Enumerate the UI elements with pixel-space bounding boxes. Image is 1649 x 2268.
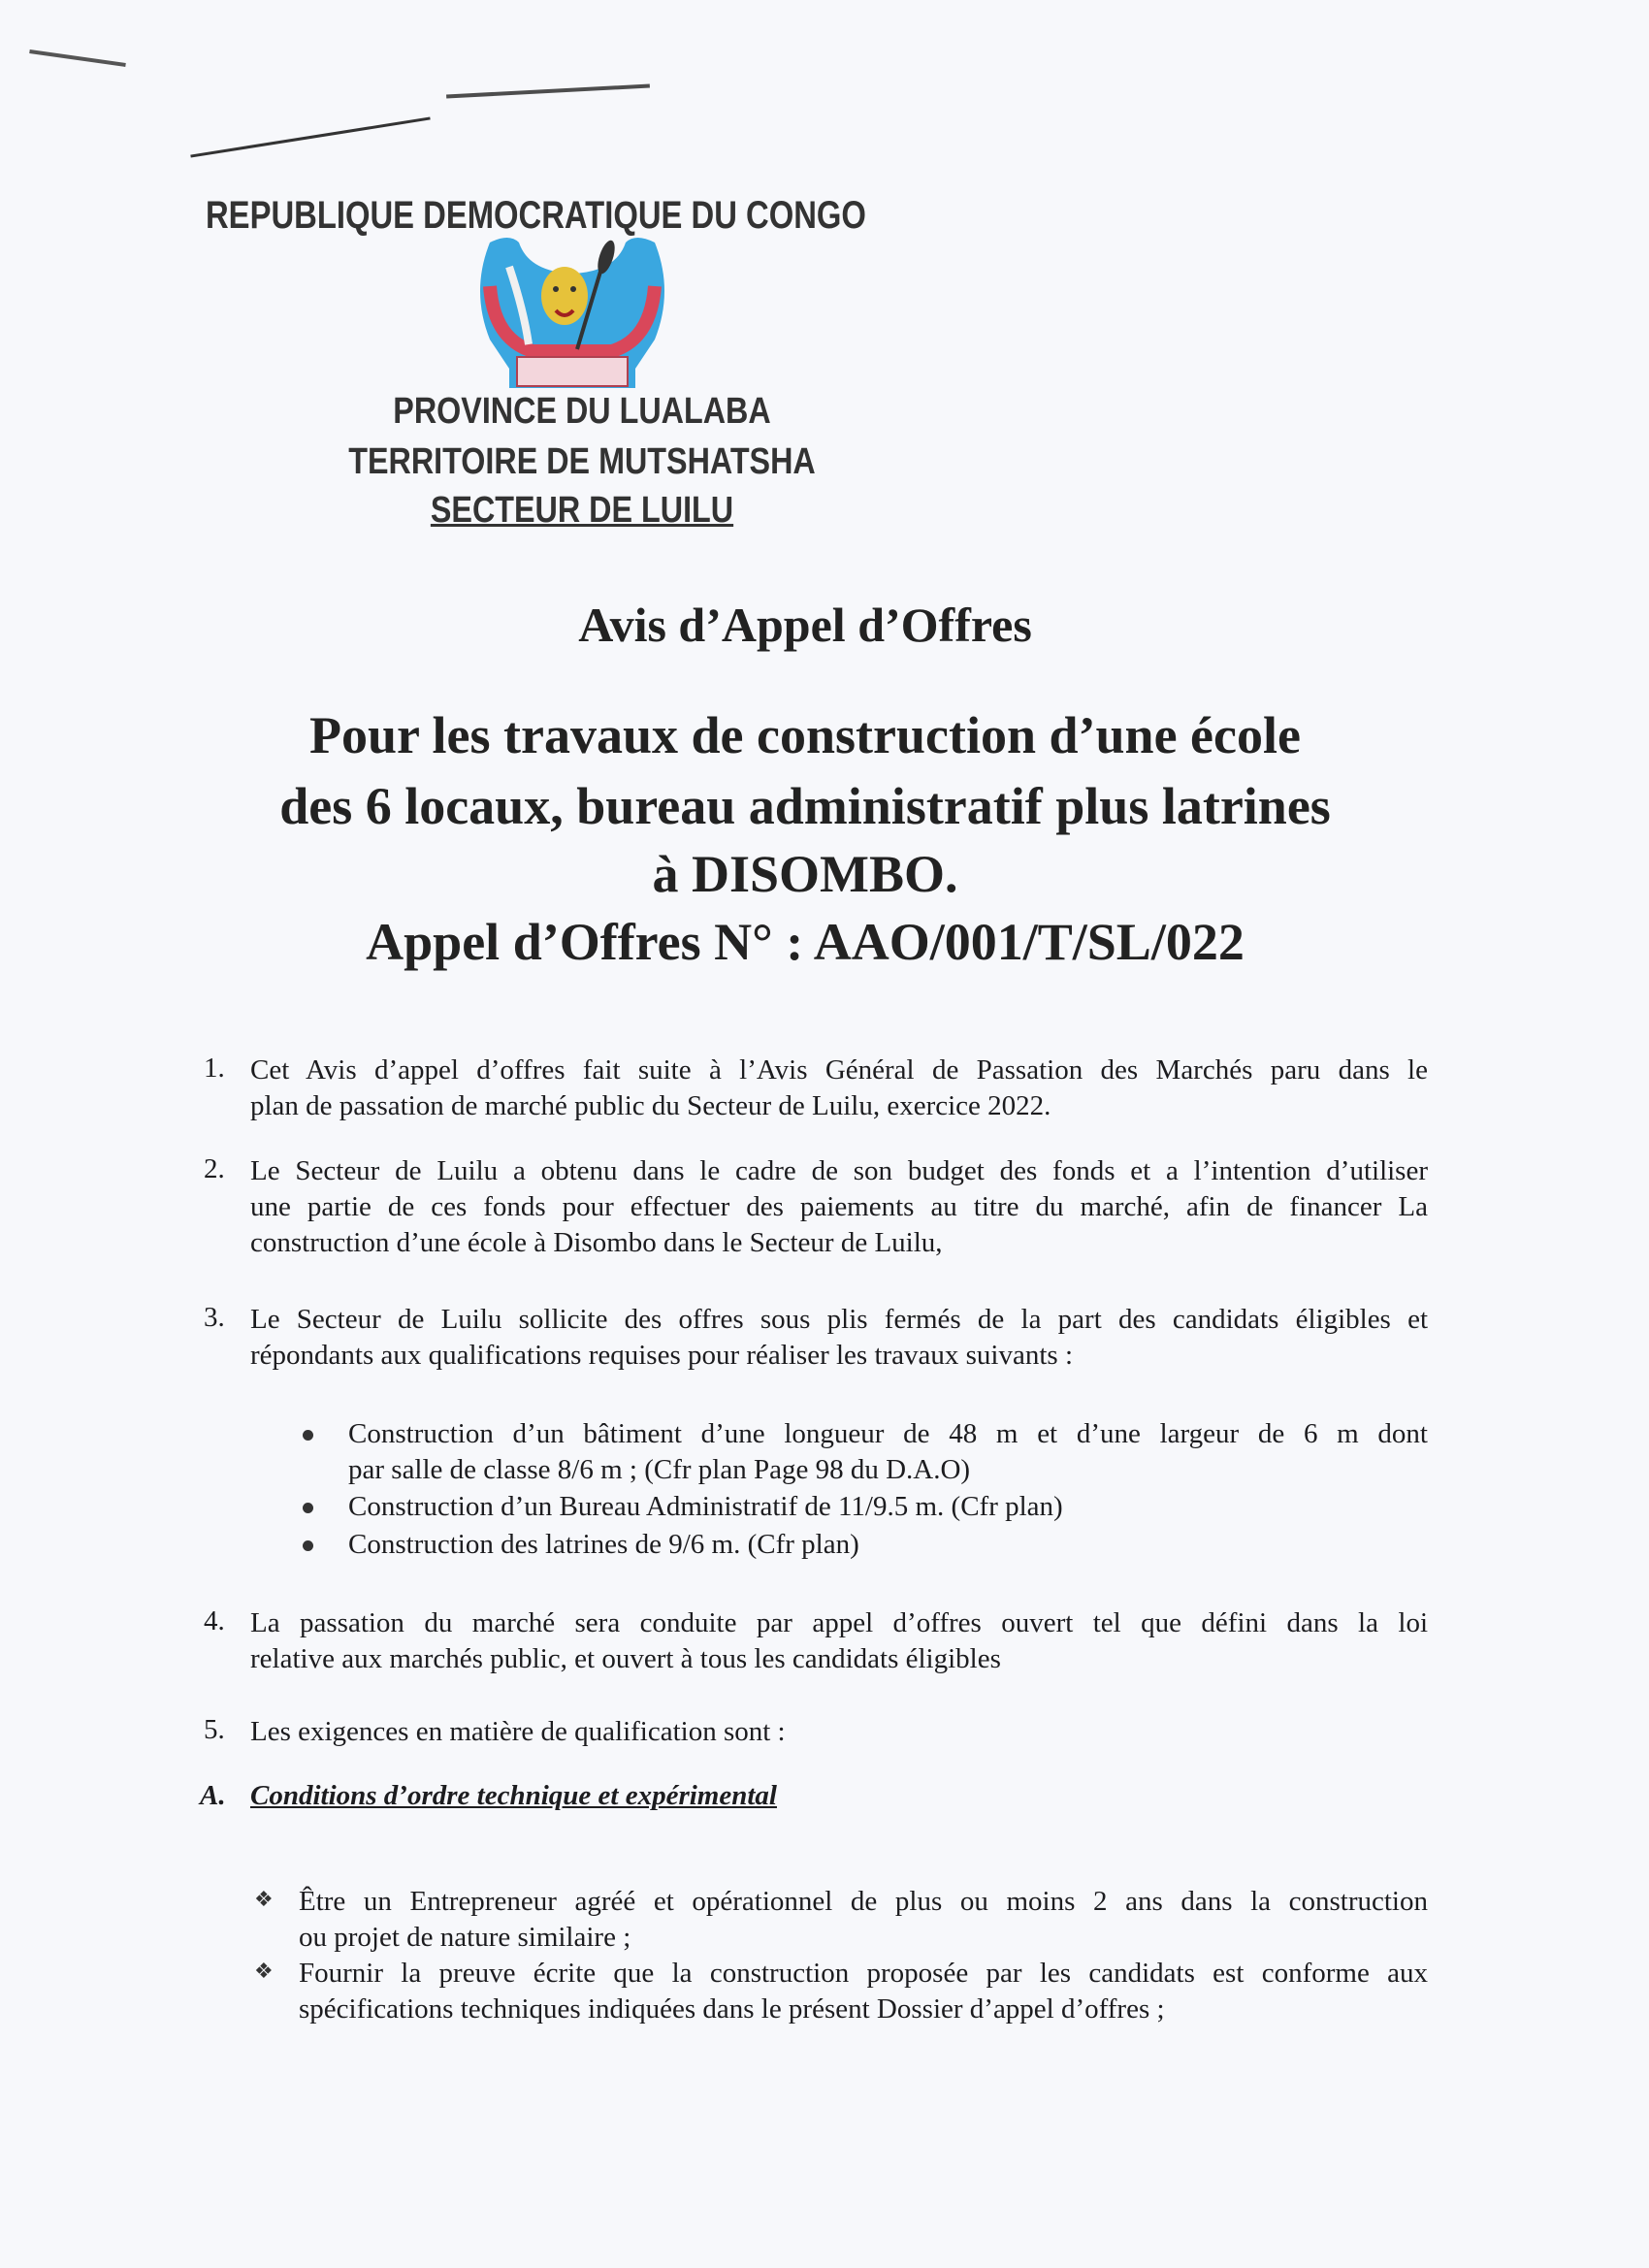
- work-item-line: Construction des latrines de 9/6 m. (Cfr plan): [348, 1529, 859, 1560]
- diamond-bullet-icon: ❖: [254, 1887, 274, 1911]
- item-text-line: Le Secteur de Luilu sollicite des offres sous plis fermés de la part des candidats éligibles et: [250, 1304, 1428, 1335]
- item-text-line: La passation du marché sera conduite par appel d’offres ouvert tel que défini dans la loi: [250, 1607, 1428, 1638]
- section-title: Conditions d’ordre technique et expérimental: [250, 1780, 777, 1811]
- item-number: 3.: [204, 1302, 225, 1333]
- scan-mark: [190, 116, 430, 157]
- work-item-line: Construction d’un bâtiment d’une longueur de 48 m et d’une largeur de 6 m dont: [348, 1418, 1428, 1449]
- requirement-line: spécifications techniques indiquées dans le présent Dossier d’appel d’offres ;: [299, 1993, 1165, 2025]
- work-item-line: Construction d’un Bureau Administratif de 11/9.5 m. (Cfr plan): [348, 1491, 1063, 1522]
- requirement-line: Être un Entrepreneur agréé et opérationnel de plus ou moins 2 ans dans la construction: [299, 1886, 1428, 1917]
- notice-title-line: Pour les travaux de construction d’une école: [309, 706, 1301, 764]
- item-number: 2.: [204, 1153, 225, 1184]
- item-text-line: Le Secteur de Luilu a obtenu dans le cadre de son budget des fonds et a l’intention d’utiliser: [250, 1155, 1428, 1186]
- item-text-line: une partie de ces fonds pour effectuer des paiements au titre du marché, afin de financer La: [250, 1191, 1428, 1222]
- notice-title-line: des 6 locaux, bureau administratif plus latrines: [279, 777, 1331, 835]
- item-text-line: relative aux marchés public, et ouvert à tous les candidats éligibles: [250, 1643, 1001, 1674]
- notice-heading: Avis d’Appel d’Offres: [578, 598, 1032, 652]
- province-name: PROVINCE DU LUALABA: [393, 391, 771, 432]
- item-text-line: plan de passation de marché public du Secteur de Luilu, exercice 2022.: [250, 1090, 1051, 1121]
- coat-of-arms-emblem: [470, 233, 674, 388]
- item-text-line: Cet Avis d’appel d’offres fait suite à l’Avis Général de Passation des Marchés paru dans le: [250, 1054, 1428, 1085]
- bullet-icon: [303, 1540, 313, 1551]
- sector-name: SECTEUR DE LUILU: [430, 490, 734, 531]
- notice-title-line: à DISOMBO.: [652, 845, 958, 903]
- tender-number: Appel d’Offres N° : AAO/001/T/SL/022: [366, 913, 1245, 971]
- item-number: 4.: [204, 1605, 225, 1636]
- scan-mark: [446, 84, 650, 99]
- bullet-icon: [303, 1503, 313, 1513]
- section-letter: A.: [200, 1780, 226, 1811]
- item-text-line: construction d’une école à Disombo dans le Secteur de Luilu,: [250, 1227, 943, 1258]
- work-item-line: par salle de classe 8/6 m ; (Cfr plan Page 98 du D.A.O): [348, 1454, 971, 1485]
- requirement-line: Fournir la preuve écrite que la construction proposée par les candidats est conforme aux: [299, 1958, 1428, 1989]
- territory-name: TERRITOIRE DE MUTSHATSHA: [348, 441, 816, 482]
- scan-mark: [29, 49, 126, 67]
- diamond-bullet-icon: ❖: [254, 1959, 274, 1983]
- bullet-icon: [303, 1430, 313, 1441]
- item-number: 1.: [204, 1053, 225, 1084]
- item-text-line: répondants aux qualifications requises pour réaliser les travaux suivants :: [250, 1340, 1074, 1371]
- item-number: 5.: [204, 1714, 225, 1745]
- requirement-line: ou projet de nature similaire ;: [299, 1922, 631, 1953]
- item-text-line: Les exigences en matière de qualification sont :: [250, 1716, 786, 1747]
- country-name: REPUBLIQUE DEMOCRATIQUE DU CONGO: [206, 194, 866, 237]
